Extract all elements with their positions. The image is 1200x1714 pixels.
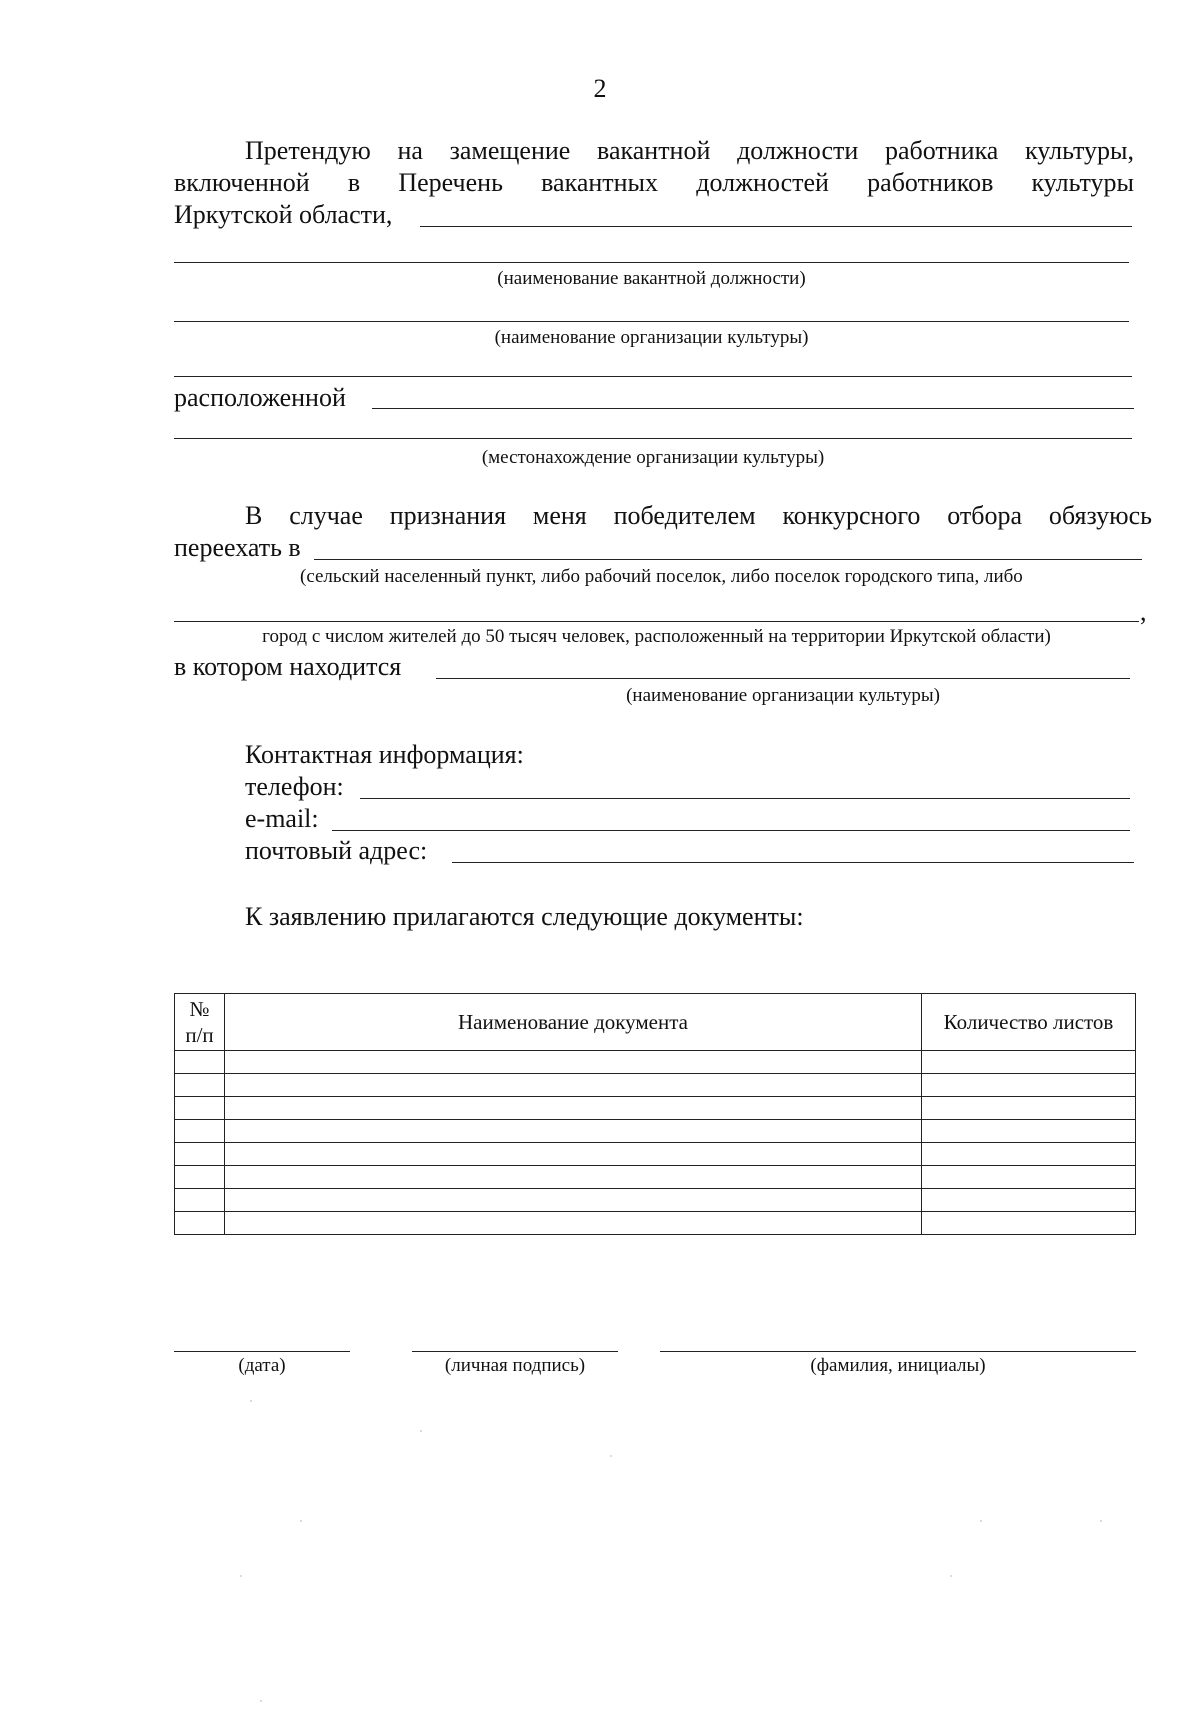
phone-line[interactable]	[360, 798, 1130, 799]
cell-number[interactable]	[175, 1189, 225, 1212]
table-row[interactable]	[175, 1166, 1136, 1189]
postal-line[interactable]	[452, 862, 1134, 863]
caption-settlement-a: (сельский населенный пункт, либо рабочий поселок, либо поселок городского типа, либо	[300, 566, 1023, 587]
intro-line-3: Иркутской области,	[174, 200, 393, 229]
organization-line[interactable]	[174, 321, 1129, 322]
documents-table	[174, 993, 1136, 1235]
table-row[interactable]	[175, 1212, 1136, 1235]
table-row[interactable]	[175, 1097, 1136, 1120]
cell-number[interactable]	[175, 1097, 225, 1120]
cell-number[interactable]	[175, 1143, 225, 1166]
postal-label: почтовый адрес:	[245, 836, 428, 865]
cell-document-name[interactable]	[225, 1166, 922, 1189]
table-row[interactable]	[175, 1143, 1136, 1166]
table-header-row	[175, 994, 1136, 1051]
cell-number[interactable]	[175, 1074, 225, 1097]
cell-number[interactable]	[175, 1212, 225, 1235]
cell-sheets[interactable]	[922, 1212, 1136, 1235]
col-sheets-header: Количество листов	[922, 994, 1136, 1051]
col-number-symbol: №	[189, 997, 210, 1021]
relocation-line-2: переехать в	[174, 533, 301, 562]
cell-document-name[interactable]	[225, 1212, 922, 1235]
col-document-name-header: Наименование документа	[225, 994, 922, 1051]
cell-document-name[interactable]	[225, 1074, 922, 1097]
caption-fullname: (фамилия, инициалы)	[810, 1355, 986, 1376]
cell-sheets[interactable]	[922, 1166, 1136, 1189]
cell-document-name[interactable]	[225, 1143, 922, 1166]
intro-line-1: Претендую на замещение вакантной должности работника культуры,	[245, 136, 1134, 165]
attachments-heading: К заявлению прилагаются следующие документы:	[245, 902, 804, 931]
cell-sheets[interactable]	[922, 1189, 1136, 1212]
caption-settlement-b: город с числом жителей до 50 тысяч человек, расположенный на территории Иркутской области)	[262, 626, 1051, 647]
caption-organization-2: (наименование организации культуры)	[626, 685, 940, 706]
table-row[interactable]	[175, 1120, 1136, 1143]
cell-sheets[interactable]	[922, 1143, 1136, 1166]
settlement-comma: ,	[1140, 597, 1147, 626]
settlement-line-2[interactable]	[174, 621, 1139, 622]
table-row[interactable]	[175, 1189, 1136, 1212]
signature-line[interactable]	[412, 1351, 618, 1352]
cell-document-name[interactable]	[225, 1120, 922, 1143]
cell-document-name[interactable]	[225, 1189, 922, 1212]
region-blank-line[interactable]	[420, 226, 1132, 227]
caption-location: (местонахождение организации культуры)	[481, 447, 825, 468]
date-line[interactable]	[174, 1351, 350, 1352]
email-label: e-mail:	[245, 804, 319, 833]
cell-number[interactable]	[175, 1166, 225, 1189]
caption-organization: (наименование организации культуры)	[494, 327, 809, 348]
page-number: 2	[593, 74, 607, 103]
cell-sheets[interactable]	[922, 1074, 1136, 1097]
location-line[interactable]	[372, 408, 1134, 409]
cell-sheets[interactable]	[922, 1097, 1136, 1120]
organization-line-2[interactable]	[174, 376, 1132, 377]
col-number-abbr: п/п	[185, 1023, 214, 1047]
intro-line-2: включенной в Перечень вакантных должностей работников культуры	[174, 168, 1134, 197]
caption-date: (дата)	[238, 1355, 286, 1376]
located-label: расположенной	[174, 383, 346, 412]
table-row[interactable]	[175, 1051, 1136, 1074]
table-row[interactable]	[175, 1074, 1136, 1097]
cell-number[interactable]	[175, 1120, 225, 1143]
caption-vacant-position: (наименование вакантной должности)	[497, 268, 806, 289]
fullname-line[interactable]	[660, 1351, 1136, 1352]
cell-number[interactable]	[175, 1051, 225, 1074]
cell-document-name[interactable]	[225, 1097, 922, 1120]
caption-signature: (личная подпись)	[444, 1355, 586, 1376]
contacts-heading: Контактная информация:	[245, 740, 524, 769]
email-line[interactable]	[332, 830, 1130, 831]
location-line-2[interactable]	[174, 438, 1132, 439]
cell-sheets[interactable]	[922, 1051, 1136, 1074]
cell-sheets[interactable]	[922, 1120, 1136, 1143]
col-number-header	[175, 994, 225, 1051]
settlement-line[interactable]	[314, 559, 1142, 560]
located-in-label: в котором находится	[174, 652, 402, 681]
organization-in-settlement-line[interactable]	[436, 678, 1130, 679]
relocation-line-1: В случае признания меня победителем конкурсного отбора обязуюсь	[245, 501, 1152, 530]
vacant-position-line[interactable]	[174, 262, 1129, 263]
cell-document-name[interactable]	[225, 1051, 922, 1074]
phone-label: телефон:	[245, 772, 344, 801]
